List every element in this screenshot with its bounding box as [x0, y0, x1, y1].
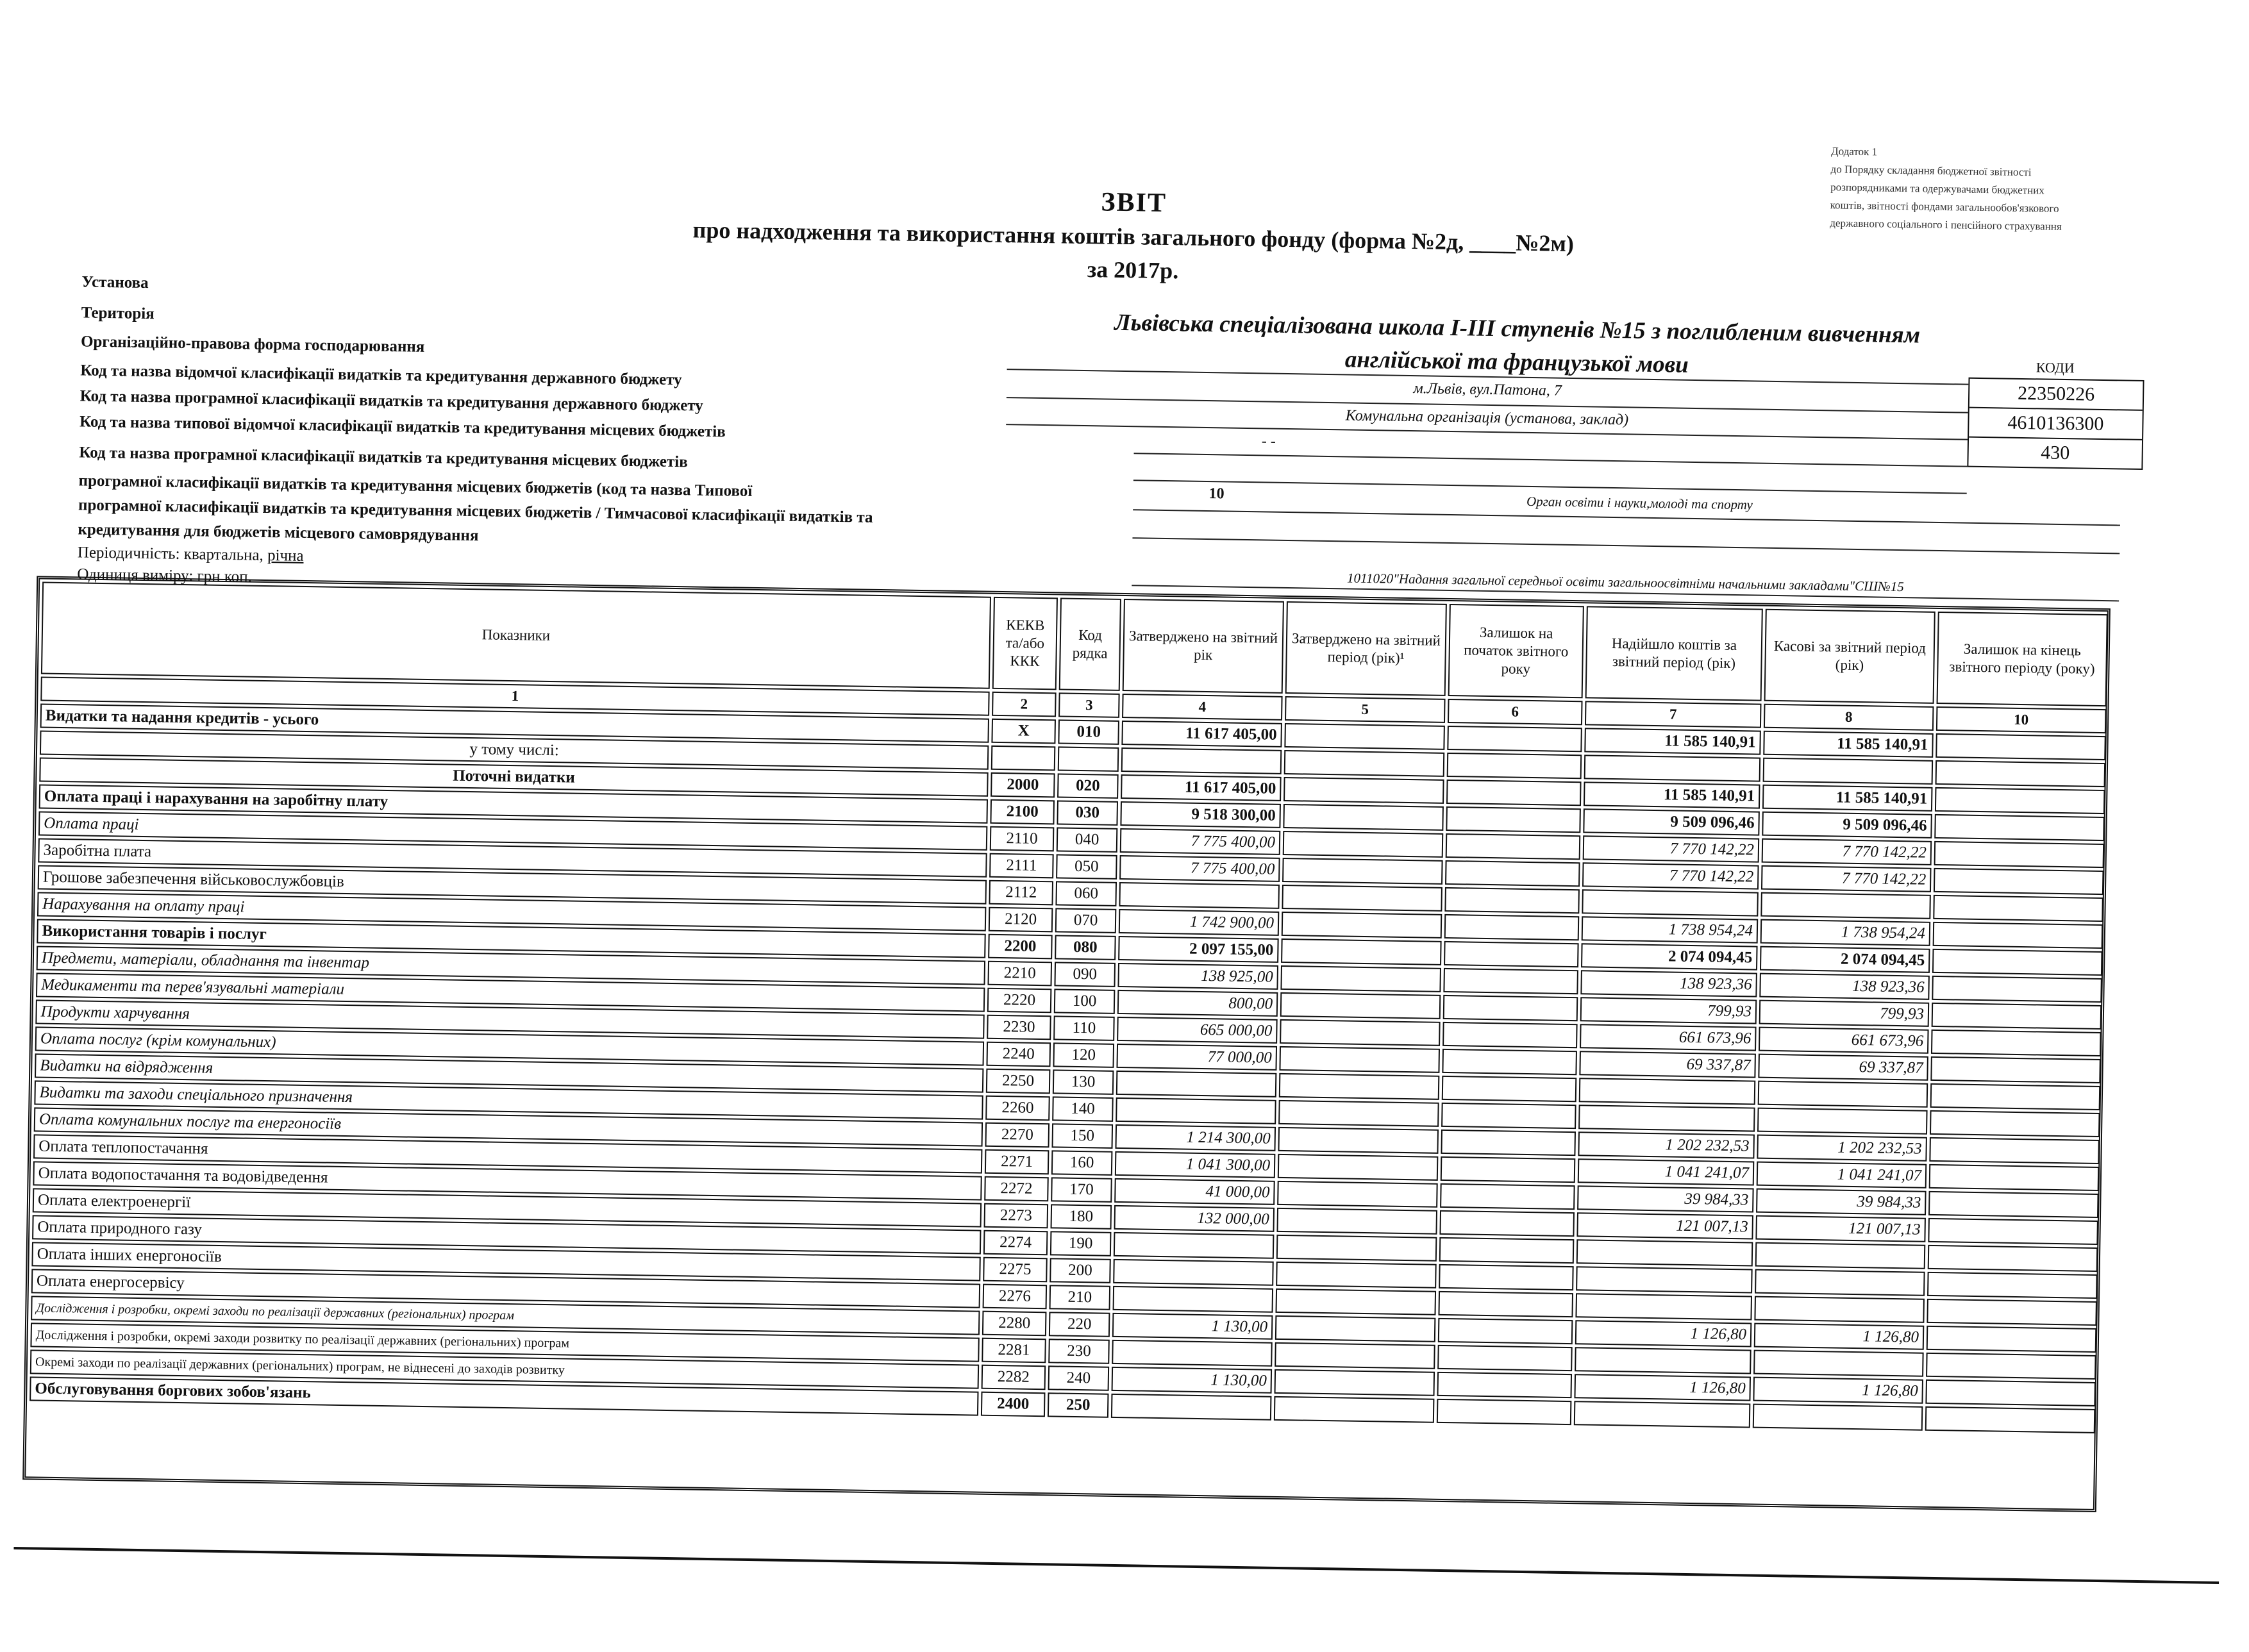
appendix-note: Додаток 1 до Порядку складання бюджетної звітності розпорядниками та одержувачами бюджетних коштів, звітності фондами загальнообов'язкового державного соціального і пенсійного страхування — [1830, 145, 2062, 233]
row-approved-period — [1280, 992, 1441, 1019]
row-approved-period — [1275, 1342, 1435, 1369]
row-name: Дослідження і розробки, окремі заходи розвитку по реалізації державних (регіональних) програм — [30, 1322, 979, 1362]
row-code: 100 — [1054, 989, 1116, 1014]
row-approved-period — [1276, 1208, 1437, 1235]
row-balance-start — [1446, 833, 1581, 860]
row-received: 661 673,96 — [1580, 1024, 1757, 1051]
underline — [1132, 537, 2119, 554]
col-number: 7 — [1585, 701, 1762, 728]
row-kekv — [991, 746, 1056, 771]
row-approved-period — [1275, 1315, 1436, 1342]
row-balance-start — [1441, 1156, 1576, 1183]
row-approved-year: 132 000,00 — [1114, 1205, 1275, 1232]
row-code: 220 — [1049, 1312, 1110, 1337]
row-balance-end — [1928, 1218, 2098, 1245]
row-cash — [1753, 1350, 1924, 1377]
label-local-prog-long-3: кредитування для бюджетів місцевого самоврядування — [78, 521, 479, 545]
row-cash: 7 770 142,22 — [1762, 839, 1932, 865]
row-received — [1579, 1078, 1756, 1105]
row-approved-period — [1283, 831, 1444, 858]
row-name: Видатки та надання кредитів - усього — [40, 703, 989, 742]
row-approved-period — [1275, 1369, 1435, 1396]
row-received: 121 007,13 — [1576, 1212, 1753, 1239]
row-approved-year — [1114, 1232, 1275, 1259]
row-balance-start — [1438, 1318, 1573, 1344]
row-code: 210 — [1049, 1285, 1111, 1310]
row-kekv: 2271 — [985, 1149, 1049, 1175]
row-received: 1 202 232,53 — [1578, 1131, 1755, 1158]
row-kekv: 2276 — [983, 1284, 1048, 1310]
col-number: 8 — [1764, 704, 1934, 731]
row-balance-start — [1442, 1049, 1577, 1075]
row-balance-start — [1447, 753, 1582, 779]
row-balance-start — [1446, 806, 1581, 833]
label-local-prog-long-2: програмної класифікації видатків та кредитування місцевих бюджетів / Тимчасової класифікації видатків та — [78, 496, 873, 526]
row-received: 1 041 241,07 — [1578, 1158, 1755, 1185]
row-approved-year: 11 617 405,00 — [1121, 721, 1282, 747]
label-local-prog-long-1: програмної класифікації видатків та кредитування місцевих бюджетів (код та назва Типової — [78, 472, 753, 500]
row-balance-end — [1934, 814, 2105, 841]
row-approved-period — [1282, 912, 1442, 939]
row-balance-start — [1440, 1183, 1575, 1210]
row-balance-start — [1443, 995, 1578, 1021]
row-kekv: 2112 — [989, 880, 1053, 906]
row-kekv: 2210 — [987, 961, 1052, 987]
row-balance-end — [1926, 1353, 2096, 1380]
row-cash — [1763, 758, 1934, 785]
row-received: 69 337,87 — [1579, 1051, 1756, 1078]
row-code: 230 — [1048, 1339, 1110, 1364]
row-kekv: X — [991, 719, 1056, 744]
row-received — [1582, 889, 1759, 916]
label-territory: Територія — [81, 304, 155, 323]
row-kekv: 2110 — [990, 826, 1055, 852]
row-approved-period — [1278, 1154, 1439, 1181]
code-legal-form: 430 — [2040, 442, 2070, 464]
row-approved-period — [1276, 1235, 1437, 1262]
row-approved-period — [1282, 858, 1443, 885]
row-kekv: 2280 — [982, 1311, 1047, 1337]
row-balance-end — [1927, 1272, 2098, 1299]
row-cash — [1755, 1242, 1926, 1269]
row-name: Видатки на відрядження — [35, 1053, 983, 1092]
row-approved-period — [1284, 750, 1445, 777]
row-received — [1575, 1293, 1752, 1320]
row-balance-end — [1931, 1030, 2102, 1056]
row-balance-end — [1934, 841, 2105, 868]
row-approved-year: 77 000,00 — [1116, 1044, 1277, 1071]
report-table-frame — [22, 576, 2111, 1512]
row-approved-year: 41 000,00 — [1114, 1178, 1275, 1205]
row-cash: 1 041 241,07 — [1757, 1162, 1927, 1189]
codes-box — [1967, 378, 2144, 470]
row-balance-start — [1441, 1103, 1576, 1129]
row-balance-start — [1437, 1372, 1572, 1398]
row-received — [1575, 1347, 1752, 1374]
row-kekv: 2273 — [984, 1203, 1049, 1229]
col-number: 5 — [1285, 696, 1446, 723]
row-code: 030 — [1057, 800, 1118, 825]
row-balance-end — [1930, 1056, 2101, 1083]
col-number: 2 — [992, 692, 1057, 717]
row-kekv: 2220 — [987, 988, 1052, 1014]
row-code: 190 — [1050, 1231, 1112, 1256]
row-kekv: 2282 — [982, 1365, 1046, 1390]
row-received: 7 770 142,22 — [1582, 862, 1759, 889]
col-number: 6 — [1448, 699, 1583, 725]
row-received: 11 585 140,91 — [1584, 781, 1760, 808]
row-code: 130 — [1053, 1069, 1114, 1094]
row-balance-end — [1932, 976, 2102, 1003]
row-balance-end — [1925, 1380, 2096, 1406]
row-approved-period — [1279, 1073, 1440, 1100]
territory-value: м.Львів, вул.Патона, 7 — [1413, 380, 1562, 399]
row-balance-end — [1928, 1245, 2098, 1272]
row-balance-start — [1437, 1345, 1573, 1371]
row-approved-year — [1113, 1259, 1274, 1286]
row-name: Видатки та заходи спеціального призначення — [34, 1080, 983, 1119]
row-kekv: 2281 — [982, 1338, 1046, 1364]
row-approved-period — [1279, 1046, 1440, 1073]
row-cash — [1755, 1269, 1925, 1296]
row-balance-start — [1442, 1022, 1578, 1048]
row-balance-end — [1927, 1326, 2097, 1353]
local-prog-value: 1011020"Надання загальної середньої освіти загальноосвітніми начальними закладами"СШ№15 — [1346, 570, 1904, 595]
row-code: 140 — [1052, 1096, 1114, 1121]
row-cash: 121 007,13 — [1755, 1215, 1926, 1242]
row-code: 250 — [1048, 1392, 1109, 1417]
bottom-rule — [13, 1547, 2219, 1584]
row-name: Дослідження і розробки, окремі заходи по реалізації державних (регіональних) програм — [31, 1296, 980, 1335]
row-cash — [1754, 1296, 1925, 1323]
col-number: 3 — [1058, 692, 1120, 717]
row-balance-end — [1933, 895, 2103, 922]
row-name: Використання товарів і послуг — [37, 919, 985, 958]
row-approved-year — [1111, 1394, 1272, 1421]
row-approved-year: 1 041 300,00 — [1115, 1151, 1276, 1178]
label-prog-class: Код та назва програмної класифікації видатків та кредитування державного бюджету — [79, 387, 703, 415]
row-kekv: 2111 — [989, 853, 1054, 879]
row-name: Оплата природного газу — [32, 1215, 981, 1254]
row-approved-period — [1284, 723, 1445, 750]
row-name: Обслуговування боргових зобов'язань — [29, 1376, 978, 1415]
row-kekv: 2275 — [983, 1257, 1048, 1283]
row-balance-end — [1933, 922, 2103, 949]
header-balance-end: Залишок на кінець звітного періоду (року) — [1937, 612, 2108, 706]
header-received: Надійшло коштів за звітний період (рік) — [1585, 606, 1763, 701]
row-code: 070 — [1055, 908, 1117, 933]
row-balance-start — [1439, 1264, 1574, 1290]
row-balance-start — [1444, 941, 1579, 967]
row-kekv: 2400 — [981, 1392, 1046, 1417]
row-name: Предмети, матеріали, обладнання та інвентар — [37, 946, 985, 985]
row-received — [1584, 755, 1761, 781]
row-approved-period — [1278, 1127, 1439, 1154]
row-name: Оплата теплопостачання — [33, 1134, 982, 1173]
row-balance-start — [1444, 887, 1580, 914]
row-cash: 11 585 140,91 — [1762, 785, 1933, 812]
row-balance-end — [1929, 1137, 2100, 1164]
row-kekv: 2100 — [990, 799, 1055, 825]
report-year: за 2017р. — [1087, 256, 1179, 284]
label-periodicity — [78, 544, 304, 565]
row-approved-period — [1275, 1289, 1436, 1315]
report-title: ЗВІТ — [1101, 187, 1167, 218]
row-name: Оплата комунальних послуг та енергоносіїв — [34, 1107, 983, 1146]
row-approved-year — [1112, 1340, 1273, 1367]
row-cash: 661 673,96 — [1759, 1027, 1929, 1054]
row-approved-period — [1282, 885, 1442, 912]
header-approved-period: Затверджено на звітний період (рік)¹ — [1285, 601, 1447, 696]
row-code: 160 — [1051, 1150, 1113, 1175]
label-dept-class: Код та назва відомчої класифікації видатків та кредитування державного бюджету — [80, 362, 682, 389]
label-institution: Установа — [81, 273, 149, 292]
row-approved-period — [1278, 1100, 1439, 1127]
row-received: 9 509 096,46 — [1583, 808, 1760, 835]
row-code: 050 — [1056, 854, 1117, 879]
row-kekv: 2200 — [988, 934, 1053, 960]
row-balance-start — [1441, 1130, 1576, 1156]
row-code: 040 — [1057, 827, 1118, 852]
row-kekv: 2272 — [984, 1176, 1049, 1202]
row-approved-year: 7 775 400,00 — [1119, 855, 1280, 882]
row-cash — [1760, 892, 1931, 919]
row-balance-end — [1927, 1299, 2097, 1326]
typical-code: 10 — [1208, 485, 1225, 503]
row-name: Поточні видатки — [39, 757, 988, 796]
row-name: Медикаменти та перев'язувальні матеріали — [36, 972, 985, 1012]
row-kekv: 2240 — [986, 1042, 1051, 1067]
row-balance-start — [1442, 1076, 1577, 1102]
row-kekv: 2260 — [985, 1096, 1050, 1121]
header-indicators: Показники — [41, 582, 991, 689]
row-balance-start — [1447, 726, 1582, 752]
row-balance-end — [1928, 1191, 2099, 1218]
row-approved-period — [1281, 939, 1442, 965]
legal-form-value: Комунальна організація (установа, заклад) — [1345, 407, 1629, 429]
header-kekv: КЕКВ та/або ККК — [992, 597, 1058, 690]
row-received — [1576, 1266, 1753, 1293]
row-cash: 1 126,80 — [1753, 1377, 1923, 1404]
row-received: 1 126,80 — [1574, 1374, 1751, 1401]
row-name: Грошове забезпечення військовослужбовців — [38, 865, 987, 904]
row-approved-period — [1280, 965, 1441, 992]
row-name: Оплата водопостачання та водовідведення — [33, 1161, 982, 1200]
row-name: Оплата енергосервісу — [31, 1269, 980, 1308]
row-cash: 1 738 954,24 — [1760, 919, 1931, 946]
row-approved-year: 665 000,00 — [1117, 1017, 1278, 1044]
row-received: 11 585 140,91 — [1584, 728, 1761, 755]
row-approved-year — [1121, 747, 1282, 774]
institution-name: Львівська спеціалізована школа I-III ступенів №15 з поглибленим вивченням англійської та французької мови — [1114, 309, 1921, 378]
row-received — [1574, 1401, 1751, 1428]
row-cash: 1 202 232,53 — [1757, 1135, 1927, 1162]
row-code: 080 — [1055, 935, 1116, 960]
row-cash: 7 770 142,22 — [1761, 865, 1932, 892]
row-cash — [1758, 1081, 1928, 1108]
row-name: Оплата праці і нарахування на заробітну плату — [39, 784, 988, 823]
row-name: Оплата інших енергоносіїв — [31, 1242, 980, 1281]
row-received — [1578, 1105, 1755, 1131]
underline — [1134, 453, 1968, 467]
row-code: 200 — [1049, 1258, 1111, 1283]
label-legal-form: Організаційно-правова форма господарювання — [80, 333, 425, 356]
row-approved-year: 1 742 900,00 — [1119, 909, 1280, 936]
row-name: Продукти харчування — [35, 999, 984, 1039]
row-approved-year: 11 617 405,00 — [1121, 774, 1282, 801]
row-received: 1 738 954,24 — [1582, 916, 1759, 943]
row-balance-end — [1925, 1406, 2096, 1433]
row-code: 010 — [1058, 719, 1119, 744]
table-body — [29, 703, 2106, 1433]
row-approved-year — [1113, 1286, 1274, 1313]
row-approved-period — [1283, 804, 1444, 831]
row-approved-period — [1283, 777, 1444, 804]
row-code: 170 — [1051, 1177, 1112, 1202]
row-approved-year — [1116, 1071, 1277, 1097]
row-received — [1576, 1239, 1753, 1266]
row-balance-start — [1445, 860, 1580, 887]
row-cash: 69 337,87 — [1758, 1054, 1928, 1081]
row-cash: 11 585 140,91 — [1763, 731, 1934, 758]
row-kekv: 2230 — [987, 1015, 1051, 1040]
row-approved-year: 1 130,00 — [1112, 1367, 1273, 1394]
row-approved-period — [1274, 1396, 1435, 1423]
row-cash — [1753, 1404, 1923, 1431]
row-balance-end — [1932, 949, 2103, 976]
row-received: 2 074 094,45 — [1581, 943, 1758, 970]
row-approved-period — [1280, 1019, 1441, 1046]
row-code: 090 — [1054, 962, 1116, 987]
row-name: у тому числі: — [40, 730, 989, 769]
row-balance-end — [1935, 787, 2105, 814]
row-cash: 1 126,80 — [1754, 1323, 1925, 1350]
row-approved-year: 1 214 300,00 — [1115, 1124, 1276, 1151]
row-balance-end — [1932, 1003, 2102, 1030]
row-received: 39 984,33 — [1577, 1185, 1754, 1212]
row-approved-period — [1277, 1181, 1438, 1208]
col-number: 1 — [40, 676, 989, 715]
row-balance-end — [1930, 1083, 2101, 1110]
header-cash: Касові за звітний період (рік) — [1764, 609, 1935, 704]
col-number: 4 — [1122, 694, 1283, 721]
report-table — [27, 579, 2111, 1436]
row-balance-start — [1444, 914, 1580, 940]
row-balance-start — [1446, 780, 1582, 806]
typical-name: Орган освіти і науки,молоді та спорту — [1526, 493, 1753, 513]
row-approved-year: 9 518 300,00 — [1120, 801, 1281, 828]
row-balance-start — [1439, 1210, 1575, 1237]
row-kekv: 2270 — [985, 1122, 1050, 1148]
row-name: Заробітна плата — [38, 838, 987, 877]
header-approved-year: Затверджено на звітний рік — [1123, 599, 1284, 694]
col-number: 10 — [1936, 706, 2107, 733]
header-row-code: Код рядка — [1059, 597, 1121, 690]
row-code: 180 — [1051, 1204, 1112, 1229]
row-name: Оплата праці — [38, 811, 987, 850]
row-cash — [1757, 1108, 1928, 1135]
row-kekv: 2274 — [983, 1230, 1048, 1256]
row-code: 120 — [1053, 1042, 1114, 1067]
row-approved-year: 7 775 400,00 — [1120, 828, 1281, 855]
row-balance-end — [1934, 868, 2104, 895]
label-typical-class: Код та назва типової відомчої класифікації видатків та кредитування місцевих бюджетів — [79, 413, 726, 441]
row-kekv: 2000 — [991, 772, 1055, 798]
header-balance-start: Залишок на початок звітного року — [1448, 604, 1584, 698]
row-received: 799,93 — [1580, 997, 1757, 1024]
row-balance-end — [1935, 733, 2106, 760]
row-name: Оплата електроенергії — [33, 1188, 982, 1227]
row-name: Окремі заходи по реалізації державних (регіональних) програм, не віднесені до заходів розвитку — [30, 1349, 979, 1389]
row-approved-year — [1116, 1097, 1276, 1124]
row-cash: 799,93 — [1759, 1000, 1930, 1027]
row-cash: 9 509 096,46 — [1762, 812, 1932, 839]
codes-title: КОДИ — [2036, 359, 2075, 376]
dashes-value: - - — [1261, 433, 1276, 450]
row-balance-end — [1935, 760, 2106, 787]
row-name: Нарахування на оплату праці — [37, 892, 986, 931]
row-balance-start — [1437, 1399, 1572, 1425]
row-balance-end — [1929, 1164, 2100, 1191]
row-kekv: 2120 — [989, 907, 1053, 933]
row-received: 7 770 142,22 — [1583, 835, 1760, 862]
row-code: 020 — [1057, 773, 1119, 798]
row-code: 240 — [1048, 1365, 1110, 1390]
row-balance-start — [1439, 1237, 1575, 1264]
row-kekv: 2250 — [986, 1069, 1051, 1094]
row-cash: 2 074 094,45 — [1760, 946, 1930, 973]
row-balance-end — [1930, 1110, 2100, 1137]
row-approved-year: 138 925,00 — [1117, 963, 1278, 990]
report-subtitle: про надходження та використання коштів загального фонду (форма №2д, ____№2м) — [692, 217, 1575, 256]
row-approved-year: 800,00 — [1117, 990, 1278, 1017]
row-approved-year: 1 130,00 — [1112, 1313, 1273, 1340]
row-code — [1058, 746, 1119, 771]
code-institution: 22350226 — [1969, 379, 2143, 411]
row-received: 138 923,36 — [1580, 970, 1757, 997]
row-cash: 138 923,36 — [1759, 973, 1930, 1000]
row-balance-start — [1443, 968, 1578, 994]
row-code: 150 — [1051, 1123, 1113, 1148]
row-code: 060 — [1055, 881, 1117, 906]
row-balance-start — [1438, 1291, 1573, 1317]
row-cash: 39 984,33 — [1756, 1189, 1927, 1215]
periodicity-value: річна — [267, 547, 304, 565]
label-unit: Одиниця виміру: грн коп. — [77, 565, 253, 586]
row-code: 110 — [1053, 1015, 1115, 1040]
row-approved-period — [1276, 1262, 1437, 1289]
code-territory: 4610136300 — [1969, 408, 2143, 440]
row-approved-year — [1119, 882, 1280, 909]
label-local-prog-class: Код та назва програмної класифікації видатків та кредитування місцевих бюджетів — [79, 444, 688, 471]
row-name: Оплата послуг (крім комунальних) — [35, 1026, 984, 1065]
row-received: 1 126,80 — [1575, 1320, 1752, 1347]
periodicity-text: Періодичність: квартальна, — [77, 544, 264, 564]
row-approved-year: 2 097 155,00 — [1118, 936, 1279, 963]
